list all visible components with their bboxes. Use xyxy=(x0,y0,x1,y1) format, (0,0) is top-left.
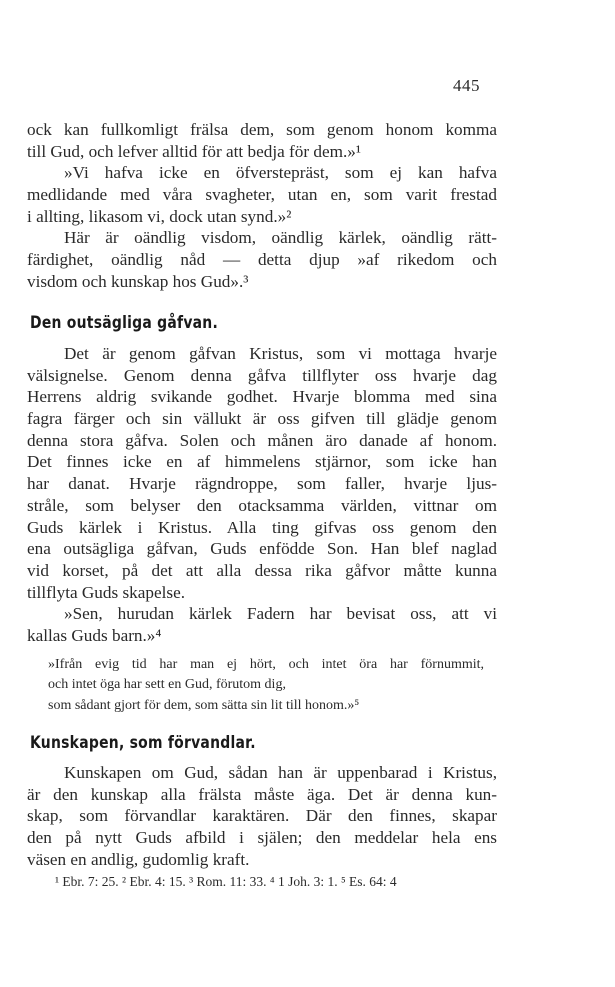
text-line: Det är genom gåfvan Kristus, som vi mottaga hvarje xyxy=(64,344,497,363)
text-line: Guds kärlek i Kristus. Alla ting gifvas oss genom den xyxy=(27,517,497,537)
text-block-bottom xyxy=(27,762,497,870)
text-line: Här är oändlig visdom, oändlig kärlek, oändlig rätt- xyxy=(64,228,497,248)
text-line: Herrens aldrig svikande godhet. Hvarje blomma med sina xyxy=(27,387,497,407)
text-line: väsen en andlig, gudomlig kraft. xyxy=(27,849,250,869)
text-block-top xyxy=(27,119,497,293)
block-quote xyxy=(48,655,484,716)
text-line: denna stora gåfva. Solen och månen äro danade af honom. xyxy=(27,430,497,450)
text-line: den på nytt Guds afbild i själen; den meddelar hela ens xyxy=(27,828,497,848)
text-line: vid korset, på det att alla dessa rika gåfvor måtte kunna xyxy=(27,560,497,580)
section-heading: Kunskapen, som förvandlar. xyxy=(30,733,256,753)
footnotes: ¹ Ebr. 7: 25. ² Ebr. 4: 15. ³ Rom. 11: 33. ⁴ 1 Joh. 3: 1. ⁵ Es. 64: 4 xyxy=(55,874,397,889)
text-line: välsignelse. Genom denna gåfva tillflyter oss hvarje dag xyxy=(27,365,497,385)
text-line: stråle, som belyser den otacksamma världen, vittnar om xyxy=(27,495,497,515)
text-line: ena outsägliga gåfvan, Guds enfödde Son. Han blef naglad xyxy=(27,539,497,559)
text-line: Kunskapen om Gud, sådan han är uppenbarad i Kristus, xyxy=(64,763,497,782)
text-line: medlidande med våra svagheter, utan en, som varit frestad xyxy=(27,185,497,205)
quote-line: och intet öga har sett en Gud, förutom dig, xyxy=(48,677,286,693)
text-line: tillflyta Guds skapelse. xyxy=(27,582,186,602)
text-line: kallas Guds barn.»⁴ xyxy=(27,625,162,645)
text-block-middle xyxy=(27,343,497,647)
text-line: i allting, likasom vi, dock utan synd.»² xyxy=(27,206,292,226)
text-line: »Sen, hurudan kärlek Fadern har bevisat oss, att vi xyxy=(64,604,497,624)
text-line: »Vi hafva icke en öfverstepräst, som ej kan hafva xyxy=(64,163,497,183)
quote-line: som sådant gjort för dem, som sätta sin lit till honom.»⁵ xyxy=(48,697,360,713)
text-line: skap, som förvandlar karaktären. Där den finnes, skapar xyxy=(27,806,497,826)
text-line: färdighet, oändlig nåd — detta djup »af rikedom och xyxy=(27,250,497,270)
text-line: har danat. Hvarje rägndroppe, som faller, hvarje ljus- xyxy=(27,474,497,494)
text-line: visdom och kunskap hos Gud».³ xyxy=(27,271,249,291)
page-number: 445 xyxy=(453,76,480,95)
text-line: Det finnes icke en af himmelens stjärnor, som icke han xyxy=(27,452,497,472)
quote-line: »Ifrån evig tid har man ej hört, och intet öra har förnummit, xyxy=(48,657,484,672)
text-line: till Gud, och lefver alltid för att bedja för dem.»¹ xyxy=(27,141,361,161)
section-heading: Den outsägliga gåfvan. xyxy=(30,313,219,333)
text-line: fagra färger och sin vällukt är oss gifven till glädje genom xyxy=(27,409,497,429)
text-line: är den kunskap alla frälsta måste äga. Det är denna kun- xyxy=(27,784,497,804)
text-line: ock kan fullkomligt frälsa dem, som genom honom komma xyxy=(27,120,497,139)
